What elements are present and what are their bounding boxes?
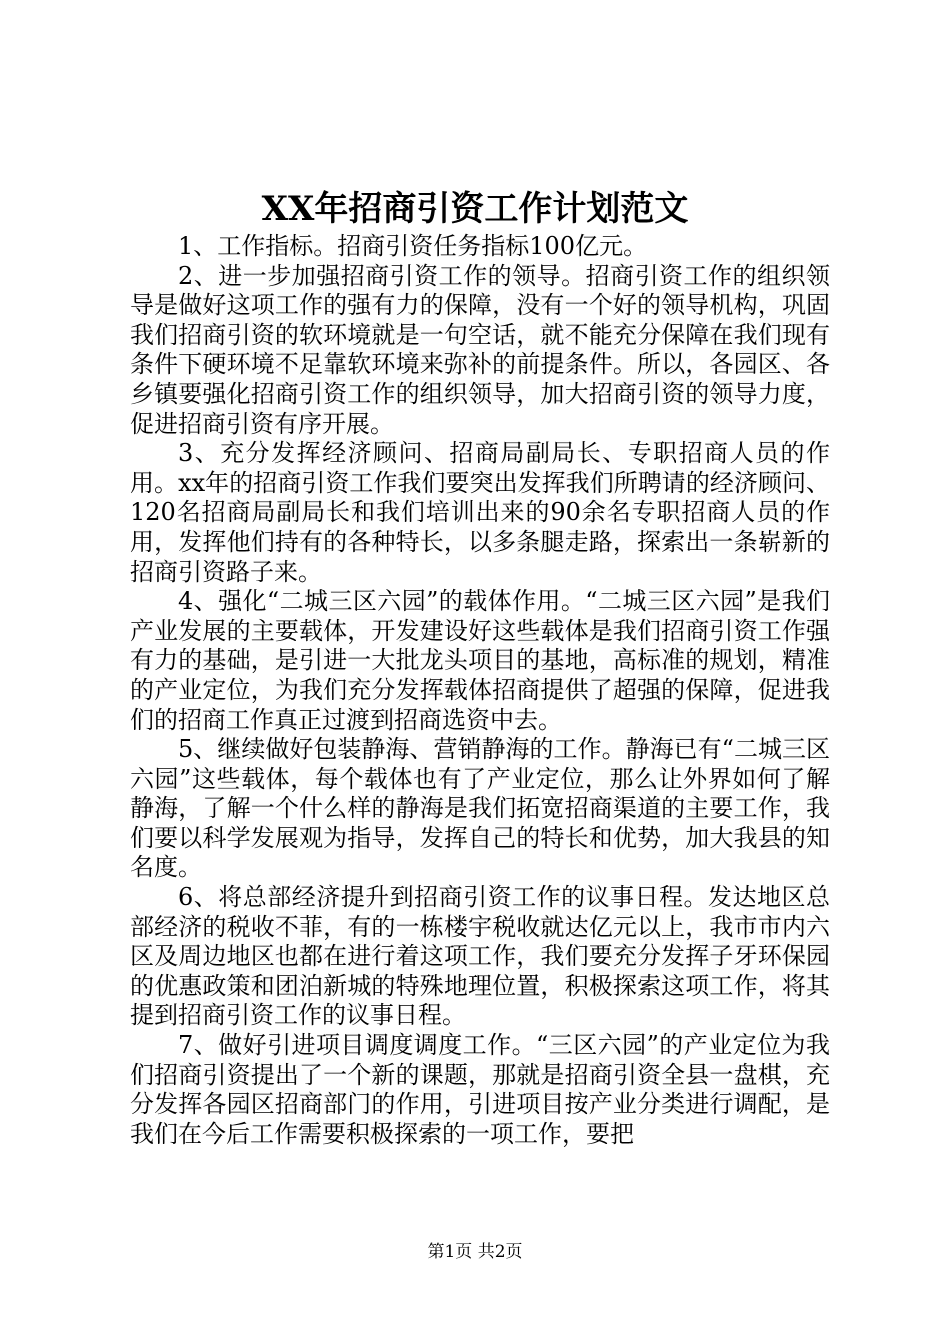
page-footer bbox=[0, 1240, 950, 1264]
paragraph-1: 1、工作指标。招商引资任务指标100亿元。 bbox=[178, 232, 648, 260]
paragraph-4: 4、强化“二城三区六园”的载体作用。“二城三区六园”是我们产业发展的主要载体，开发建设好这些载体是我们招商引资工作强有力的基础，是引进一大批龙头项目的基地，高标准的规划，精准的产业定位，为我们充分发挥载体招商提供了超强的保障，促进我们的招商工作真正过渡到招商选资中去。 bbox=[130, 587, 830, 734]
paragraph-7: 7、做好引进项目调度调度工作。“三区六园”的产业定位为我们招商引资提出了一个新的课题，那就是招商引资全县一盘棋，充分发挥各园区招商部门的作用，引进项目按产业分类进行调配，是我们在今后工作需要积极探索的一项工作，要把 bbox=[130, 1031, 830, 1148]
page-number-info: 第1页 共2页 bbox=[427, 1242, 523, 1262]
document-body bbox=[130, 232, 830, 1149]
document-title: XX年招商引资工作计划范文 bbox=[261, 189, 689, 229]
paragraph-6: 6、将总部经济提升到招商引资工作的议事日程。发达地区总部经济的税收不菲，有的一栋楼宇税收就达亿元以上，我市市内六区及周边地区也都在进行着这项工作，我们要充分发挥子牙环保园的优惠政策和团泊新城的特殊地理位置，积极探索这项工作，将其提到招商引资工作的议事日程。 bbox=[130, 883, 830, 1030]
paragraph-3: 3、充分发挥经济顾问、招商局副局长、专职招商人员的作用。xx年的招商引资工作我们要突出发挥我们所聘请的经济顾问、120名招商局副局长和我们培训出来的90余名专职招商人员的作用，发挥他们持有的各种特长，以多条腿走路，探索出一条崭新的招商引资路子来。 bbox=[130, 439, 830, 586]
paragraph-5: 5、继续做好包装静海、营销静海的工作。静海已有“二城三区六园”这些载体，每个载体也有了产业定位，那么让外界如何了解静海，了解一个什么样的静海是我们拓宽招商渠道的主要工作，我们要以科学发展观为指导，发挥自己的特长和优势，加大我县的知名度。 bbox=[130, 735, 830, 882]
paragraph-2: 2、进一步加强招商引资工作的领导。招商引资工作的组织领导是做好这项工作的强有力的保障，没有一个好的领导机构，巩固我们招商引资的软环境就是一句空话，就不能充分保障在我们现有条件下硬环境不足靠软环境来弥补的前提条件。所以，各园区、各乡镇要强化招商引资工作的组织领导，加大招商引资的领导力度，促进招商引资有序开展。 bbox=[130, 261, 830, 438]
